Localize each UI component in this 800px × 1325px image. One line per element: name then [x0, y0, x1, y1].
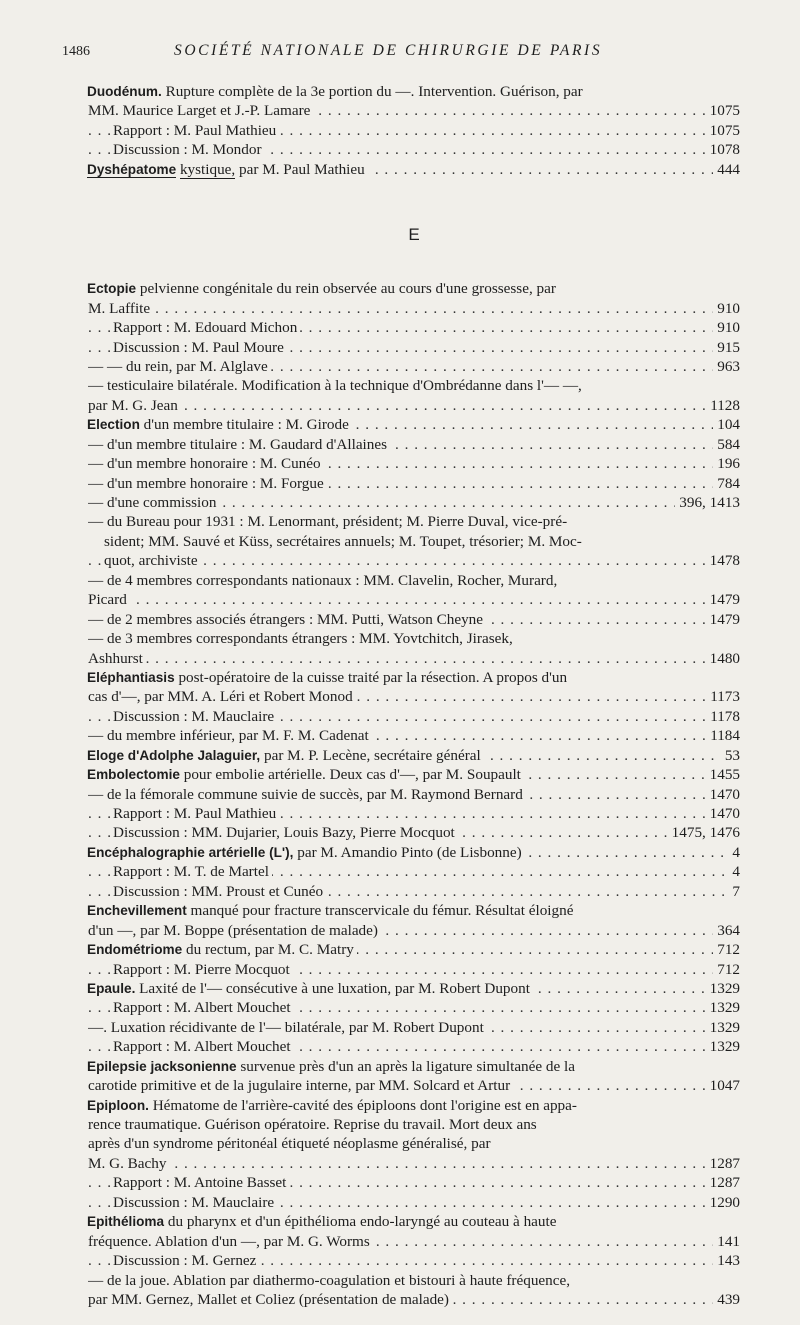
entry-description: après d'un syndrome péritonéal étiqueté néoplasme généralisé, par: [88, 1135, 491, 1153]
index-subentry: [88, 1018, 740, 1037]
entry-description: Discussion : MM. Dujarier, Louis Bazy, Pierre Mocquot: [113, 824, 455, 842]
entry-page-ref: 143: [713, 1251, 740, 1270]
entry-page-ref: 1287: [706, 1154, 740, 1173]
entry-page-ref: 4: [728, 862, 740, 881]
entry-keyword: Duodénum.: [87, 84, 162, 99]
entry-page-ref: 1290: [706, 1193, 740, 1212]
entry-page-ref: 1047: [706, 1076, 740, 1095]
entry-description: — d'un membre honoraire : M. Cunéo: [88, 455, 321, 473]
entry-page-ref: 141: [713, 1232, 740, 1251]
entry-page-ref: 1470: [706, 785, 740, 804]
entry-description: du rectum, par M. C. Matry: [182, 941, 354, 959]
entry-page-ref: 1470: [706, 804, 740, 823]
entry-page-ref: 584: [713, 435, 740, 454]
entry-text: [87, 280, 559, 297]
entry-text: [88, 436, 390, 453]
entry-description: fréquence. Ablation d'un —, par M. G. Worms: [88, 1232, 370, 1250]
entry-page-ref: 784: [713, 474, 740, 493]
entry-description: MM. Maurice Larget et J.-P. Lamare: [88, 102, 311, 120]
index-subentry: [88, 121, 740, 140]
entry-page-ref: 1329: [706, 979, 740, 998]
entry-description: post-opératoire de la cuisse traité par la résection. A propos d'un: [174, 668, 568, 686]
entry-description: M. Laffite: [88, 299, 151, 317]
index-subentry: [88, 882, 740, 901]
entry-keyword: Eloge d'Adolphe Jalaguier,: [87, 747, 261, 763]
index-subentry: [88, 357, 740, 376]
entry-text: [113, 708, 277, 725]
index-subentry: [88, 512, 740, 531]
running-title: SOCIÉTÉ NATIONALE DE CHIRURGIE DE PARIS: [174, 42, 603, 59]
index-subentry: [88, 804, 740, 823]
entry-description: manqué pour fracture transcervicale du fémur. Résultat éloigné: [186, 902, 574, 920]
entry-description: M. G. Bachy: [88, 1154, 167, 1172]
entry-description: Rapport : M. Paul Mathieu: [113, 805, 277, 822]
entry-keyword: Epilepsie jacksonienne: [87, 1058, 237, 1074]
entry-keyword: Embolectomie: [87, 767, 180, 783]
entry-description: Discussion : M. Mondor: [113, 141, 262, 159]
entry-text: [113, 339, 287, 356]
entry-description: Rapport : M. Edouard Michon: [113, 319, 298, 337]
index-subentry: [88, 629, 740, 648]
entry-text: [88, 102, 313, 119]
entry-description: du pharynx et d'un épithélioma endo-laryngé au couteau à haute: [164, 1213, 557, 1231]
entry-text: [87, 902, 576, 919]
entry-description: par M. Amandio Pinto (de Lisbonne): [293, 843, 522, 861]
index-subentry: [88, 101, 740, 120]
entry-description: Discussion : M. Paul Moure: [113, 338, 284, 356]
entry-page-ref: 910: [713, 299, 740, 318]
entry-keyword: Encéphalographie artérielle (L'),: [87, 844, 294, 860]
entry-description: pelvienne congénitale du rein observée au cours d'une grossesse, par: [136, 280, 556, 298]
entry-keyword: Epithélioma: [87, 1214, 165, 1230]
index-subentry: [88, 707, 740, 726]
index-subentry: [88, 960, 740, 979]
page-number: 1486: [62, 44, 90, 59]
entry-text: [87, 980, 533, 997]
entry-keyword: Epaule.: [87, 980, 136, 996]
entry-text: [113, 999, 294, 1016]
index-subentry: [88, 1173, 740, 1192]
entry-description: — d'un membre honoraire : M. Forgue: [88, 474, 324, 492]
index-subentry: [88, 610, 740, 629]
index-subentry: [88, 1115, 740, 1134]
entry-keyword: Election: [87, 417, 140, 433]
entry-text: [87, 1097, 580, 1114]
entry-page-ref: 1479: [706, 590, 740, 609]
entry-page-ref: 712: [713, 940, 740, 959]
entry-page-ref: 915: [713, 338, 740, 357]
entry-description: Rapport : M. Pierre Mocquot: [113, 960, 290, 978]
entry-page-ref: 1479: [706, 610, 740, 629]
index-entry: [87, 415, 740, 434]
entry-text: [87, 161, 368, 178]
entry-description: Discussion : M. Mauclaire: [113, 1193, 275, 1211]
entry-description: survenue près d'un an après la ligature simultanée de la: [236, 1057, 576, 1075]
entry-text: [104, 552, 201, 569]
entry-description: Discussion : M. Gernez: [113, 1252, 257, 1270]
entry-description: — testiculaire bilatérale. Modification à la technique d'Ombrédanne dans l'— —,: [88, 377, 582, 395]
index-entry: [87, 160, 740, 179]
index-subentry: [88, 1232, 740, 1251]
entry-description: par M. G. Jean: [88, 396, 178, 414]
entry-text: [113, 805, 279, 822]
entry-text: [88, 494, 219, 511]
entry-text: [88, 1155, 169, 1172]
entry-description: rence traumatique. Guérison opératoire. Reprise du travail. Mort deux ans: [88, 1116, 537, 1133]
entry-description: d'un —, par M. Boppe (présentation de malade): [88, 921, 378, 939]
entry-page-ref: 1128: [706, 396, 740, 415]
entry-description: — d'une commission: [88, 494, 217, 511]
entry-page-ref: 1075: [706, 101, 740, 120]
entry-text: [88, 397, 181, 414]
entry-text: [87, 747, 484, 764]
index-subentry: [88, 1134, 740, 1153]
index-entry: [87, 1096, 740, 1115]
entry-description: Rapport : M. Paul Mathieu: [113, 121, 277, 139]
entry-page-ref: 1329: [706, 998, 740, 1017]
entry-text: [113, 1194, 277, 1211]
index-entry: [87, 279, 740, 298]
entry-keyword: Dyshépatome: [87, 161, 177, 177]
entry-page-ref: 910: [713, 318, 740, 337]
entry-description: Picard: [88, 591, 127, 609]
index-subentry: [88, 590, 740, 609]
entry-text: [87, 766, 524, 783]
entry-text: [88, 377, 585, 394]
entry-description: — — du rein, par M. Alglave: [88, 357, 268, 375]
entry-description: kystique, par M. Paul Mathieu: [179, 160, 365, 178]
index-subentry: [88, 551, 740, 570]
entry-page-ref: 1287: [706, 1173, 740, 1192]
index-entry: [87, 843, 740, 862]
entry-description: sident; MM. Sauvé et Küss, secrétaires annuels; M. Toupet, trésorier; M. Moc-: [104, 532, 582, 550]
entry-text: [88, 688, 356, 705]
page-header: [62, 42, 712, 64]
entry-text: [87, 1058, 578, 1075]
entry-keyword: Ectopie: [87, 281, 137, 297]
entry-description: pour embolie artérielle. Deux cas d'—, par M. Soupault: [179, 766, 521, 784]
entry-description: — de la joue. Ablation par diathermo-coagulation et bistouri à haute fréquence,: [88, 1271, 571, 1289]
entry-page-ref: 1329: [706, 1018, 740, 1037]
entry-description: cas d'—, par MM. A. Léri et Robert Monod: [88, 688, 353, 706]
index-entry: [87, 765, 740, 784]
index-subentry: [88, 687, 740, 706]
index-entry: [87, 979, 740, 998]
entry-text: [88, 727, 372, 744]
entry-description: Discussion : M. Mauclaire: [113, 707, 275, 725]
index-subentry: [88, 921, 740, 940]
index-subentry: [88, 299, 740, 318]
index-entries: [88, 82, 740, 1309]
index-subentry: [88, 998, 740, 1017]
index-subentry: [88, 649, 740, 668]
entry-text: [113, 1038, 294, 1055]
entry-description: par M. P. Lecène, secrétaire général: [260, 746, 481, 764]
entry-text: [87, 1213, 559, 1230]
entry-text: [88, 1019, 487, 1036]
index-subentry: [88, 726, 740, 745]
entry-text: [88, 786, 526, 803]
index-subentry: [88, 140, 740, 159]
entry-keyword: Epiploon.: [87, 1097, 149, 1113]
index-subentry: [88, 493, 740, 512]
entry-page-ref: 1455: [706, 765, 740, 784]
entry-text: [88, 630, 516, 647]
entry-page-ref: 196: [713, 454, 740, 473]
section-letter: E: [408, 225, 420, 245]
entry-page-ref: 439: [713, 1290, 740, 1309]
entry-text: [88, 1135, 494, 1152]
entry-page-ref: 1475, 1476: [668, 823, 740, 842]
entry-text: [88, 650, 146, 667]
entry-text: [87, 83, 586, 100]
entry-text: [88, 1233, 373, 1250]
entry-page-ref: 1329: [706, 1037, 740, 1056]
entry-page-ref: 963: [713, 357, 740, 376]
index-subentry: [88, 1076, 740, 1095]
entry-description: — du membre inférieur, par M. F. M. Cadenat: [88, 727, 369, 745]
entry-text: [88, 300, 153, 317]
entry-text: [88, 1116, 540, 1133]
entry-page-ref: 104: [713, 415, 740, 434]
entry-text: [113, 141, 265, 158]
index-subentry: [88, 1251, 740, 1270]
entry-page-ref: 712: [713, 960, 740, 979]
entry-page-ref: 1184: [706, 726, 740, 745]
index-subentry: [88, 1290, 740, 1309]
index-entry: [87, 746, 740, 765]
entry-description: Laxité de l'— consécutive à une luxation, par M. Robert Dupont: [135, 979, 530, 997]
index-subentry: [88, 396, 740, 415]
index-subentry: [88, 376, 740, 395]
entry-page-ref: 1173: [706, 687, 740, 706]
entry-text: [88, 475, 327, 492]
entry-text: [113, 1174, 289, 1191]
entry-text: [113, 961, 293, 978]
entry-text: [113, 863, 272, 880]
entry-description: carotide primitive et de la jugulaire interne, par MM. Solcard et Artur: [88, 1077, 511, 1095]
index-entry: [87, 668, 740, 687]
index-subentry: [88, 454, 740, 473]
index-entry: [87, 1212, 740, 1231]
index-subentry: [88, 1271, 740, 1290]
entry-text: [113, 122, 279, 139]
index-subentry: [88, 862, 740, 881]
entry-text: [87, 844, 525, 861]
entry-page-ref: 1478: [706, 551, 740, 570]
index-subentry: [88, 474, 740, 493]
entry-description: —. Luxation récidivante de l'— bilatérale, par M. Robert Dupont: [88, 1018, 484, 1036]
entry-page-ref: 1480: [706, 649, 740, 668]
entry-page-ref: 444: [713, 160, 740, 179]
entry-description: Ashhurst: [88, 649, 143, 667]
entry-description: Rapport : M. Albert Mouchet: [113, 999, 291, 1017]
index-subentry: [88, 1037, 740, 1056]
index-subentry: [88, 1193, 740, 1212]
entry-description: Rupture complète de la 3e portion du —. Intervention. Guérison, par: [161, 83, 583, 100]
entry-text: [113, 319, 300, 336]
entry-description: Rapport : M. T. de Martel: [113, 863, 269, 881]
entry-text: [87, 416, 352, 433]
entry-text: [87, 669, 570, 686]
entry-text: [88, 591, 130, 608]
entry-description: Discussion : MM. Proust et Cunéo: [113, 882, 324, 900]
entry-text: [113, 883, 326, 900]
index-subentry: [88, 571, 740, 590]
entry-text: [88, 513, 570, 530]
index-subentry: [88, 318, 740, 337]
index-subentry: [88, 785, 740, 804]
entry-text: [88, 455, 324, 472]
index-entry: [87, 1057, 740, 1076]
entry-page-ref: 1075: [706, 121, 740, 140]
entry-page-ref: 7: [728, 882, 740, 901]
entry-description: — de 3 membres correspondants étrangers : MM. Yovtchitch, Jirasek,: [88, 630, 513, 648]
entry-keyword: Eléphantiasis: [87, 669, 175, 685]
entry-text: [88, 1272, 573, 1289]
entry-text: [88, 1291, 452, 1308]
entry-description: — de 2 membres associés étrangers : MM. Putti, Watson Cheyne: [88, 610, 483, 628]
entry-description: par MM. Gernez, Mallet et Coliez (présentation de malade): [88, 1290, 449, 1308]
entry-description: Hématome de l'arrière-cavité des épiploons dont l'origine est en appa-: [148, 1096, 577, 1114]
entry-text: [87, 941, 357, 958]
entry-page-ref: 53: [721, 746, 740, 765]
index-subentry: [88, 1154, 740, 1173]
entry-description: — d'un membre titulaire : M. Gaudard d'Allaines: [88, 435, 388, 453]
entry-text: [88, 1077, 513, 1094]
entry-text: [113, 1252, 259, 1269]
entry-description: quot, archiviste: [104, 552, 198, 570]
entry-text: [104, 533, 585, 550]
index-subentry: [88, 823, 740, 842]
entry-description: Rapport : M. Antoine Basset: [113, 1174, 287, 1192]
entry-description: d'un membre titulaire : M. Girode: [139, 416, 349, 434]
entry-text: [88, 358, 271, 375]
entry-description: — de 4 membres correspondants nationaux : MM. Clavelin, Rocher, Murard,: [88, 571, 558, 589]
entry-page-ref: 4: [728, 843, 740, 862]
entry-text: [88, 572, 560, 589]
index-entry: [87, 82, 740, 101]
entry-text: [113, 824, 458, 841]
entry-text: [88, 611, 486, 628]
entry-page-ref: 1178: [706, 707, 740, 726]
entry-description: — du Bureau pour 1931 : M. Lenormant, président; M. Pierre Duval, vice-pré-: [88, 513, 568, 531]
index-entry: [87, 901, 740, 920]
entry-page-ref: 1078: [706, 140, 740, 159]
index-subentry: [88, 532, 740, 551]
index-subentry: [88, 338, 740, 357]
entry-page-ref: 396, 1413: [675, 493, 740, 512]
entry-keyword: Enchevillement: [87, 903, 187, 919]
entry-page-ref: 364: [713, 921, 740, 940]
entry-description: — de la fémorale commune suivie de succès, par M. Raymond Bernard: [88, 785, 523, 803]
index-entry: [87, 940, 740, 959]
entry-description: Rapport : M. Albert Mouchet: [113, 1038, 291, 1056]
entry-text: [88, 922, 381, 939]
index-subentry: [88, 435, 740, 454]
entry-keyword: Endométriome: [87, 942, 183, 958]
